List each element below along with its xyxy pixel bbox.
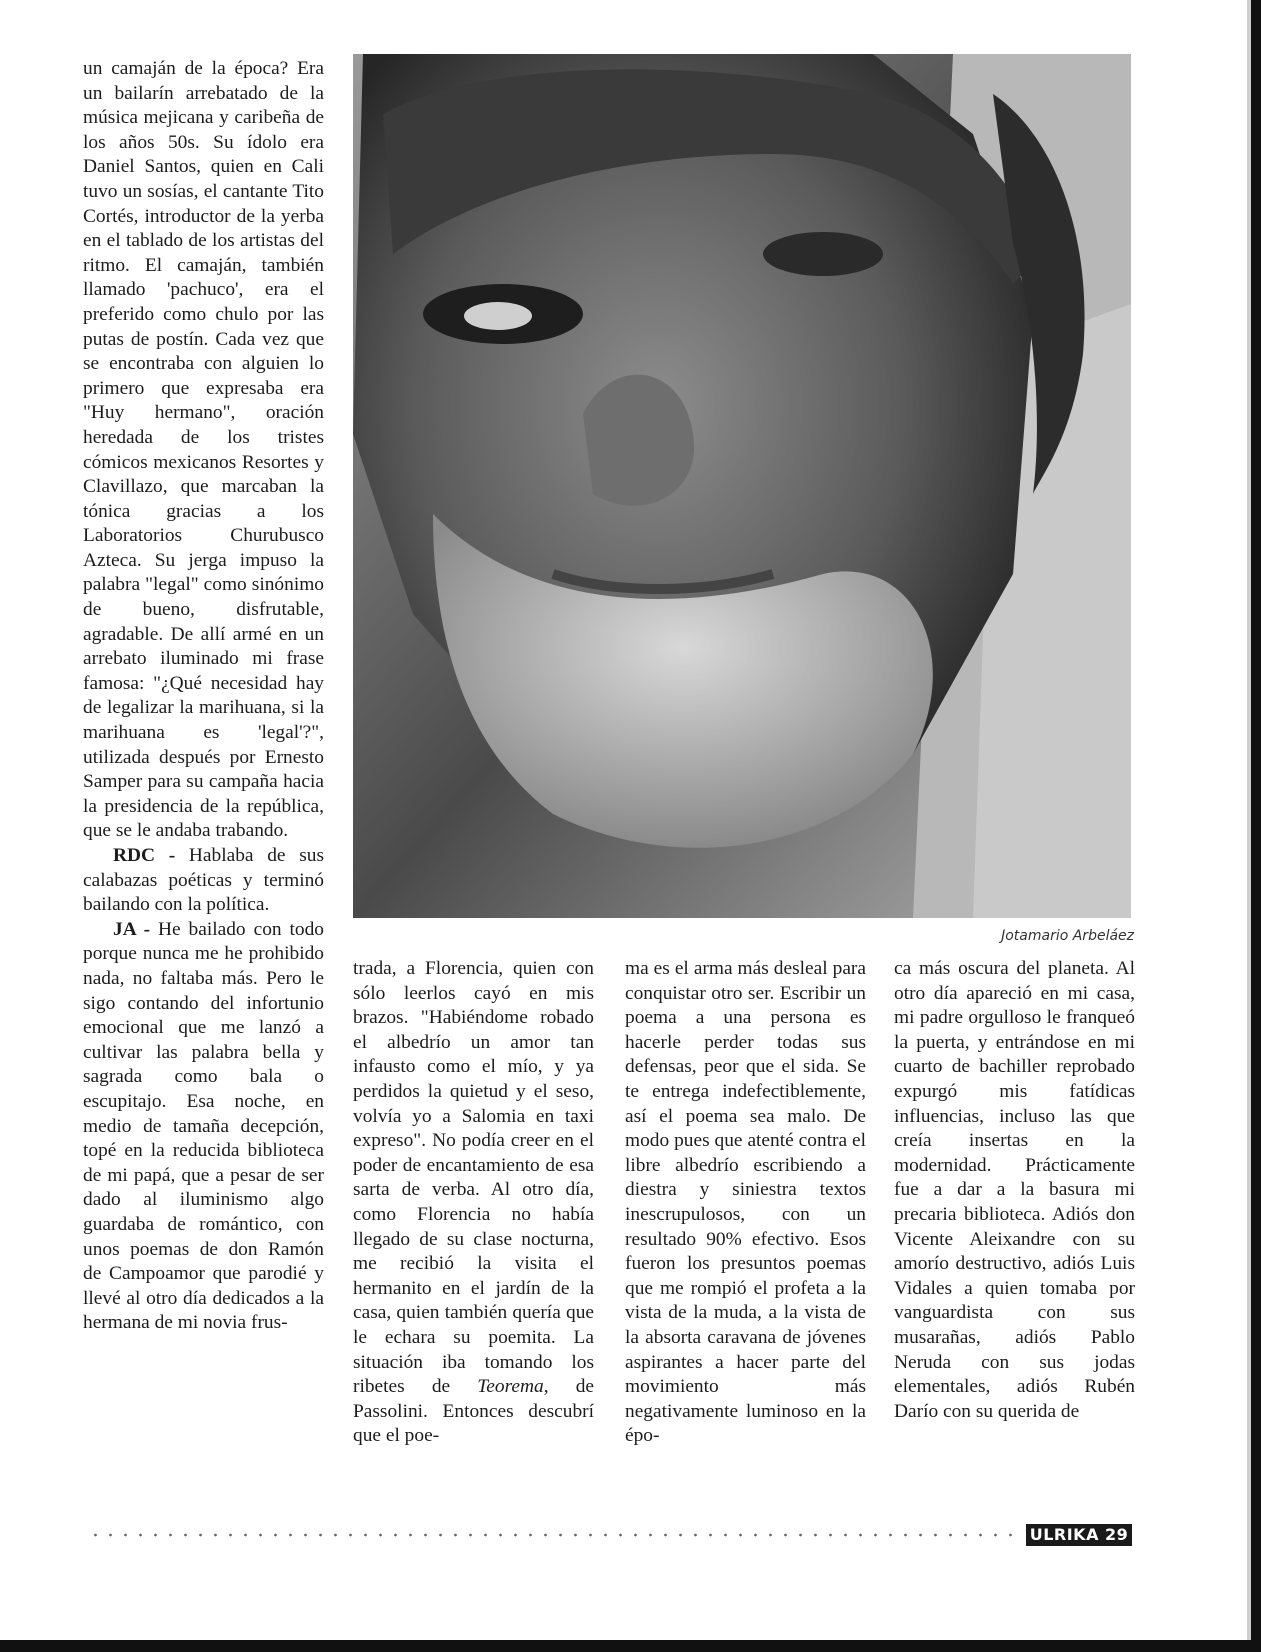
text-column-3 [625, 957, 866, 1449]
paragraph: un camaján de la época? Era un bailarín arrebatado de la música mejicana y caribeña de los años 50s. Su ídolo era Daniel Santos, quien en Cali tuvo un sosías, el cantante Tito Cortés, introductor de la yerba en el tablado de los artistas del ritmo. El camaján, también llamado 'pachuco', era el preferido como chulo por las putas de postín. Cada vez que se encontraba con alguien lo primero que expresaba era "Huy hermano", oración heredada de los tristes cómicos mexicanos Resortes y Clavillazo, que marcaban la tónica gracias a los Laboratorios Churubusco Azteca. Su jerga impuso la palabra "legal" como sinónimo de bueno, disfrutable, agradable. De allí armé en un arrebato iluminado mi frase famosa: "¿Qué necesidad hay de legalizar la marihuana, si la marihuana es 'legal'?", utilizada después por Ernesto Samper para su campaña hacia la presidencia de la república, que se le andaba trabando. [83, 58, 324, 842]
question-paragraph [83, 844, 324, 918]
page-bottom-edge [0, 1640, 1261, 1652]
page-edge [1251, 0, 1261, 1652]
paragraph: ma es el arma más desleal para conquistar otro ser. Escribir un poema a una persona es hacerle perder todas sus defensas, peor que el sida. Se te entrega indefectiblemente, así el poema sea malo. De modo pues que atenté contra el libre albedrío escribiendo a diestra y siniestra textos inescrupulosos, con un resultado 90% efectivo. Esos fueron los presuntos poemas que me rompió el profeta a la vista de la muda, a la vista de la absorta caravana de jóvenes aspirantes a hacer parte del movimiento más negativamente luminoso en la épo- [625, 958, 866, 1447]
speaker-label: JA - [113, 918, 151, 940]
photo-credit: Jotamario Arbeláez [1001, 928, 1134, 944]
text-column-4 [894, 957, 1135, 1424]
answer-text: He bailado con todo porque nunca me he prohibido nada, no faltaba más. Pero le sigo contando del infortunio emocional que me lanzó a cultivar las palabra bella y sagrada como bala o escupitajo. Esa noche, en medio de tamaña decepción, topé en la reducida biblioteca de mi papá, que a pesar de ser dado al iluminismo algo guardaba de romántico, con unos poemas de don Ramón de Campoamor que parodié y llevé al otro día dedicados a la hermana de mi novia frus- [83, 918, 325, 1334]
question-text: Hablaba de sus calabazas poéticas y terminó bailando con la política. [83, 845, 324, 916]
page-number: 29 [1105, 1525, 1129, 1544]
answer-paragraph [83, 918, 324, 1336]
page-folio [1026, 1524, 1132, 1546]
paragraph: ca más oscura del planeta. Al otro día apareció en mi casa, mi padre orgulloso le franqueó la puerta, y entrándose en mi cuarto de bachiller reprobado expurgó mis fatídicas influencias, incluso las que creía insertas en la modernidad. Prácticamente fue a dar a la basura mi precaria biblioteca. Adiós don Vicente Aleixandre con su amorío destructivo, adiós Luis Vidales a quien tomaba por vanguardista con sus musarañas, adiós Pablo Neruda con sus jodas elementales, adiós Rubén Darío con su querida de [894, 958, 1135, 1422]
text-run: , de Passolini. Entonces descubrí que el poe- [353, 1376, 595, 1447]
dotted-rule [88, 1533, 1018, 1537]
film-title: Teorema [477, 1376, 544, 1398]
speaker-label: RDC - [113, 845, 176, 866]
portrait-illustration [353, 54, 1131, 918]
text-column-1 [83, 57, 324, 1336]
portrait-photo [353, 54, 1131, 918]
text-column-2 [353, 957, 594, 1449]
text-run: trada, a Florencia, quien con sólo leerlos cayó en mis brazos. "Habiéndome robado el albedrío un amor tan infausto como el mío, y ya perdidos la quietud y el seso, volvía yo a Salomia en taxi expreso". No podía creer en el poder de encantamiento de esa sarta de verba. Al otro día, como Florencia no había llegado de su clase nocturna, me recibió la visita el hermanito en el jardín de la casa, quien también quería que le echara su poemita. La situación iba tomando los ribetes de [353, 958, 594, 1398]
magazine-name: ULRIKA [1029, 1525, 1099, 1544]
paragraph [353, 957, 594, 1449]
